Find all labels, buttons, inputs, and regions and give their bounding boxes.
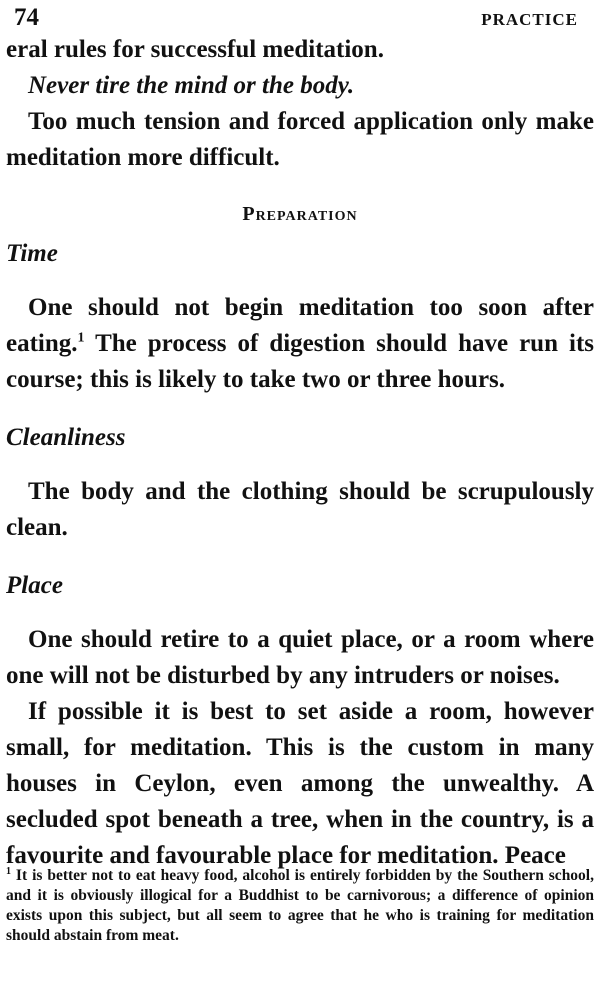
subheading-time: Time (6, 240, 58, 267)
footnote-marker: 1 (6, 866, 11, 877)
footnote-reference: 1 (77, 330, 85, 346)
paragraph-place: One should retire to a quiet place, or a room where one will not be disturbed by any intruders or noises. (6, 626, 594, 689)
paragraph-room: If possible it is best to set aside a room, however small, for meditation. This is the custom in many houses in Ceylon, even among the unwealthy. A secluded spot beneath a tree, when in the country, is a favourite and favourable place for meditation. Peace (6, 698, 594, 869)
page-number: 74 (14, 4, 39, 31)
page-body (6, 32, 594, 874)
paragraph-cleanliness: The body and the clothing should be scrupulously clean. (6, 478, 594, 541)
subheading-cleanliness: Cleanliness (6, 424, 126, 451)
rule-italic: Never tire the mind or the body. (28, 72, 355, 99)
paragraph-time-text-1: One should not begin meditation too soon after eating. (6, 294, 594, 357)
subheading-place: Place (6, 572, 63, 599)
paragraph-continuation: eral rules for successful meditation. (6, 36, 384, 63)
footnote-text: It is better not to eat heavy food, alcohol is entirely forbidden by the Southern school, and it is obviously illogical for a Buddhist to be carnivorous; a difference of opinion exists upon this subject, but all seem to agree that he who is training for meditation should abstain from meat. (6, 867, 594, 945)
paragraph-time (6, 290, 594, 398)
paragraph-tension: Too much tension and forced application only make meditation more difficult. (6, 108, 594, 171)
section-heading: Preparation (242, 203, 358, 225)
paragraph-time-text-2: The process of digestion should have run its course; this is likely to take two or three hours. (6, 330, 594, 393)
running-head: PRACTICE (481, 10, 578, 29)
footnote (6, 862, 594, 946)
page-header (14, 4, 578, 32)
